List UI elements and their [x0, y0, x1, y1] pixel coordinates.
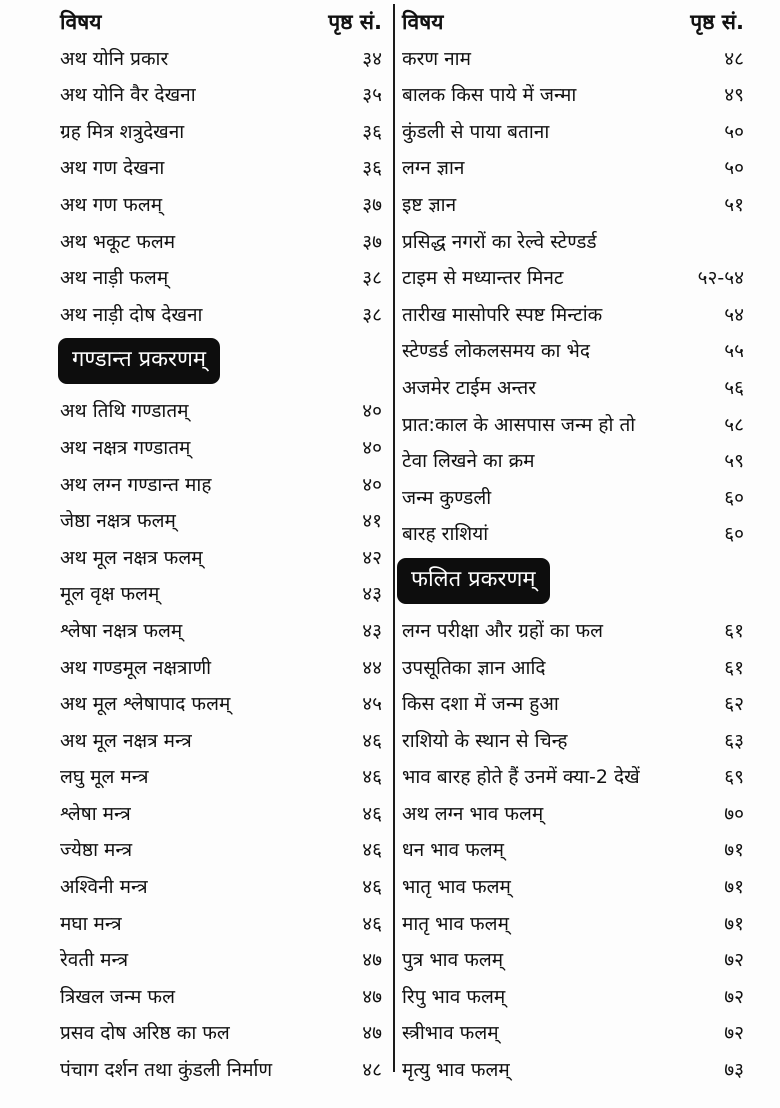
- toc-entry: [60, 613, 382, 650]
- entry-title: अथ तिथि गण्डातम्: [60, 400, 189, 423]
- entry-title: अथ मूल श्लेषापाद फलम्: [60, 693, 231, 716]
- section-heading-row: [402, 557, 744, 605]
- entry-page-number: ५६: [724, 376, 744, 399]
- entry-title: टाइम से मध्यान्तर मिनट: [402, 267, 564, 290]
- toc-entry: [60, 430, 382, 467]
- entry-page-number: ५०: [724, 157, 744, 180]
- entry-page-number: ५०: [724, 120, 744, 143]
- entry-title: श्लेषा मन्त्र: [60, 802, 131, 825]
- entry-title: अश्विनी मन्त्र: [60, 876, 148, 899]
- entry-title: बालक किस पाये में जन्मा: [402, 84, 577, 107]
- entry-title: मूल वृक्ष फलम्: [60, 583, 160, 606]
- toc-entry: [60, 686, 382, 723]
- entry-page-number: ४०: [362, 436, 382, 459]
- toc-entry: [60, 260, 382, 297]
- page-number-heading: पृष्ठ सं.: [690, 10, 744, 34]
- entry-page-number: ७१: [724, 912, 744, 935]
- entry-title: स्त्रीभाव फलम्: [402, 1022, 499, 1045]
- toc-entry: [402, 979, 744, 1016]
- entry-page-number: ५४: [724, 303, 744, 326]
- toc-entry: [402, 723, 744, 760]
- entry-page-number: ६०: [724, 486, 744, 509]
- toc-entry: [60, 650, 382, 687]
- entry-title: अथ लग्न भाव फलम्: [402, 802, 544, 825]
- entry-page-number: ६१: [724, 656, 744, 679]
- entry-title: प्रसव दोष अरिष्ठ का फल: [60, 1022, 230, 1045]
- entry-page-number: ४६: [362, 729, 382, 752]
- entry-page-number: ३६: [362, 157, 382, 180]
- toc-entry: [402, 297, 744, 334]
- toc-entry: [402, 942, 744, 979]
- entry-title: लग्न परीक्षा और ग्रहों का फल: [402, 619, 603, 642]
- entry-page-number: ७२: [724, 985, 744, 1008]
- toc-entry: [60, 187, 382, 224]
- toc-entry: [60, 503, 382, 540]
- entry-title: लघु मूल मन्त्र: [60, 766, 149, 789]
- toc-entry: [402, 796, 744, 833]
- entry-page-number: ६९: [724, 766, 744, 789]
- entry-page-number: ३५: [362, 84, 382, 107]
- toc-entry: [402, 150, 744, 187]
- toc-entry: [402, 260, 744, 297]
- toc-entry: [402, 114, 744, 151]
- toc-entry: [60, 297, 382, 334]
- entry-title: अथ नक्षत्र गण्डातम्: [60, 436, 191, 459]
- entry-page-number: ४७: [362, 949, 382, 972]
- entry-page-number: ४८: [362, 1059, 382, 1082]
- toc-entry: [60, 796, 382, 833]
- entry-page-number: ४६: [362, 912, 382, 935]
- entry-title: श्लेषा नक्षत्र फलम्: [60, 619, 183, 642]
- entry-title: जन्म कुण्डली: [402, 486, 492, 509]
- entry-page-number: ६३: [724, 729, 744, 752]
- entry-title: स्टेण्डर्ड लोकलसमय का भेद: [402, 340, 590, 363]
- entry-page-number: ७२: [724, 949, 744, 972]
- entry-page-number: ४०: [362, 473, 382, 496]
- entry-title: धन भाव फलम्: [402, 839, 505, 862]
- entry-title: पंचाग दर्शन तथा कुंडली निर्माण: [60, 1059, 273, 1082]
- entry-page-number: ४०: [362, 400, 382, 423]
- entry-page-number: ७०: [724, 802, 744, 825]
- toc-entry: [60, 869, 382, 906]
- toc-entry: [60, 759, 382, 796]
- toc-entry: [402, 1052, 744, 1089]
- entry-page-number: ५२-५४: [697, 267, 744, 290]
- left-column: [60, 4, 382, 1089]
- entry-title: कुंडली से पाया बताना: [402, 120, 550, 143]
- toc-entry: [402, 516, 744, 553]
- toc-entry: [60, 467, 382, 504]
- toc-entry: [60, 77, 382, 114]
- toc-entry: [402, 1015, 744, 1052]
- toc-entry: [402, 869, 744, 906]
- entry-title: प्रात:काल के आसपास जन्म हो तो: [402, 413, 636, 436]
- toc-entry: [402, 41, 744, 78]
- entry-page-number: ५१: [724, 193, 744, 216]
- toc-entry: [60, 723, 382, 760]
- subject-heading: विषय: [60, 10, 102, 34]
- column-header: [60, 4, 382, 41]
- toc-entry: [60, 114, 382, 151]
- entry-title: किस दशा में जन्म हुआ: [402, 693, 559, 716]
- entry-page-number: ३८: [362, 303, 382, 326]
- entry-title: इष्ट ज्ञान: [402, 193, 457, 216]
- right-items-before: [402, 41, 744, 553]
- entry-title: अथ गण देखना: [60, 157, 165, 180]
- entry-page-number: ४६: [362, 802, 382, 825]
- toc-entry: [60, 906, 382, 943]
- toc-entry: [402, 613, 744, 650]
- entry-page-number: ५९: [724, 450, 744, 473]
- toc-entry: [60, 41, 382, 78]
- entry-title: रेवती मन्त्र: [60, 949, 129, 972]
- entry-title: मृत्यु भाव फलम्: [402, 1059, 510, 1082]
- toc-entry: [402, 77, 744, 114]
- entry-title: प्रसिद्ध नगरों का रेल्वे स्टेण्डर्ड: [402, 230, 597, 253]
- column-divider: [393, 4, 395, 1072]
- entry-title: अथ भकूट फलम: [60, 230, 176, 253]
- toc-entry: [402, 480, 744, 517]
- toc-entry: [60, 979, 382, 1016]
- entry-page-number: ४४: [362, 656, 382, 679]
- entry-title: जेष्ठा नक्षत्र फलम्: [60, 510, 176, 533]
- left-items-before: [60, 41, 382, 334]
- toc-entry: [402, 407, 744, 444]
- entry-page-number: ४६: [362, 766, 382, 789]
- entry-page-number: ६०: [724, 523, 744, 546]
- toc-entry: [402, 686, 744, 723]
- entry-page-number: ४३: [362, 619, 382, 642]
- entry-title: मघा मन्त्र: [60, 912, 122, 935]
- toc-entry: [60, 576, 382, 613]
- entry-page-number: ४८: [724, 47, 744, 70]
- entry-page-number: ४५: [362, 693, 382, 716]
- entry-title: अजमेर टाईम अन्तर: [402, 376, 536, 399]
- entry-title: अथ नाड़ी दोष देखना: [60, 303, 203, 326]
- toc-entry: [60, 1052, 382, 1089]
- subject-heading: विषय: [402, 10, 444, 34]
- section-heading-phalit: फलित प्रकरणम्: [397, 558, 550, 604]
- toc-entry: [402, 224, 744, 261]
- entry-page-number: ४७: [362, 1022, 382, 1045]
- page-number-heading: पृष्ठ सं.: [328, 10, 382, 34]
- entry-page-number: ७३: [724, 1059, 744, 1082]
- toc-entry: [60, 540, 382, 577]
- entry-title: अथ मूल नक्षत्र मन्त्र: [60, 729, 192, 752]
- right-items-after: [402, 613, 744, 1089]
- toc-entry: [402, 443, 744, 480]
- entry-page-number: ४१: [362, 510, 382, 533]
- entry-title: राशियो के स्थान से चिन्ह: [402, 729, 568, 752]
- entry-page-number: ३७: [362, 193, 382, 216]
- toc-entry: [402, 333, 744, 370]
- entry-title: करण नाम: [402, 47, 471, 70]
- entry-page-number: ५५: [724, 340, 744, 363]
- entry-title: तारीख मासोपरि स्पष्ट मिन्टांक: [402, 303, 603, 326]
- entry-title: रिपु भाव फलम्: [402, 985, 506, 1008]
- entry-title: अथ गण फलम्: [60, 193, 163, 216]
- toc-entry: [402, 187, 744, 224]
- entry-title: अथ लग्न गण्डान्त माह: [60, 473, 212, 496]
- entry-page-number: ४६: [362, 839, 382, 862]
- entry-title: मातृ भाव फलम्: [402, 912, 509, 935]
- entry-title: त्रिखल जन्म फल: [60, 985, 175, 1008]
- toc-entry: [60, 942, 382, 979]
- toc-entry: [60, 224, 382, 261]
- toc-entry: [402, 906, 744, 943]
- section-heading-row: [60, 337, 382, 385]
- entry-page-number: ७१: [724, 839, 744, 862]
- left-items-after: [60, 393, 382, 1088]
- entry-page-number: ३७: [362, 230, 382, 253]
- entry-title: अथ योनि प्रकार: [60, 47, 169, 70]
- toc-entry: [402, 650, 744, 687]
- entry-title: पुत्र भाव फलम्: [402, 949, 504, 972]
- entry-page-number: ७२: [724, 1022, 744, 1045]
- entry-page-number: ६२: [724, 693, 744, 716]
- section-heading-gandant: गण्डान्त प्रकरणम्: [58, 338, 220, 384]
- toc-entry: [402, 759, 744, 796]
- entry-page-number: ३८: [362, 267, 382, 290]
- entry-title: अथ योनि वैर देखना: [60, 84, 196, 107]
- entry-page-number: ७१: [724, 876, 744, 899]
- entry-page-number: ३६: [362, 120, 382, 143]
- entry-title: टेवा लिखने का क्रम: [402, 450, 535, 473]
- entry-title: ज्येष्ठा मन्त्र: [60, 839, 133, 862]
- entry-page-number: ५८: [724, 413, 744, 436]
- entry-title: उपसूतिका ज्ञान आदि: [402, 656, 546, 679]
- entry-title: भाव बारह होते हैं उनमें क्या-2 देखें: [402, 766, 640, 789]
- entry-title: बारह राशियां: [402, 523, 489, 546]
- entry-page-number: ४३: [362, 583, 382, 606]
- entry-page-number: ४७: [362, 985, 382, 1008]
- entry-page-number: ४९: [724, 84, 744, 107]
- entry-page-number: ४२: [362, 546, 382, 569]
- toc-entry: [60, 150, 382, 187]
- entry-title: अथ मूल नक्षत्र फलम्: [60, 546, 203, 569]
- entry-title: अथ नाड़ी फलम्: [60, 267, 169, 290]
- toc-entry: [60, 832, 382, 869]
- right-column: [402, 4, 744, 1089]
- entry-page-number: ४६: [362, 876, 382, 899]
- entry-title: लग्न ज्ञान: [402, 157, 465, 180]
- entry-title: भातृ भाव फलम्: [402, 876, 511, 899]
- entry-title: अथ गण्डमूल नक्षत्राणी: [60, 656, 212, 679]
- entry-page-number: ६१: [724, 619, 744, 642]
- toc-entry: [402, 832, 744, 869]
- toc-entry: [60, 1015, 382, 1052]
- toc-entry: [60, 393, 382, 430]
- entry-title: ग्रह मित्र शत्रुदेखना: [60, 120, 185, 143]
- column-header: [402, 4, 744, 41]
- entry-page-number: ३४: [362, 47, 382, 70]
- toc-entry: [402, 370, 744, 407]
